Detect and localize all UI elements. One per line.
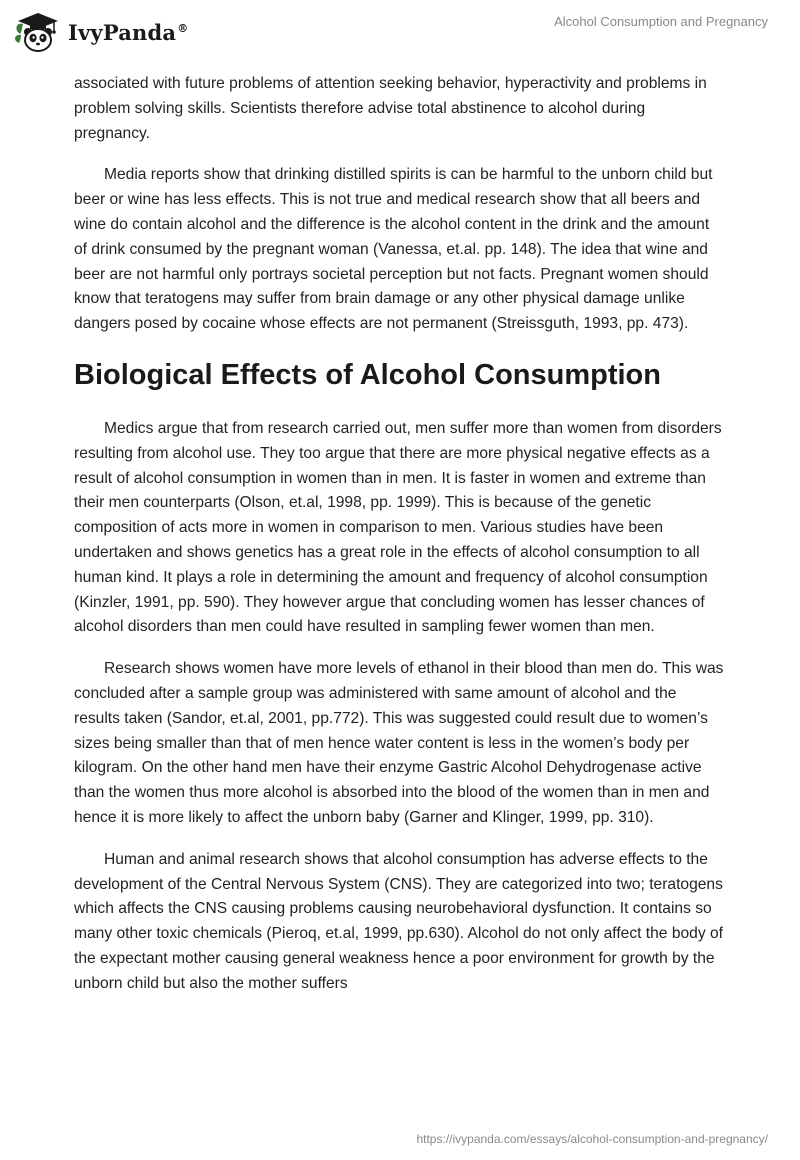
ivypanda-logo[interactable]	[14, 10, 188, 54]
paragraph: Medics argue that from research carried out, men suffer more than women from disorders resulting from alcohol use. They too argue that there are more physical negative effects as a result of alcohol consumption in women than in men. It is faster in women and extreme than their men counterparts (Olson, et.al, 1998, pp. 1999). This is because of the genetic composition of acts more in women in comparison to men. Various studies have been undertaken and shows genetics has a great role in the effects of alcohol consumption to all human kind. It plays a role in determining the amount and frequency of alcohol consumption (Kinzler, 1991, pp. 590). They however argue that concluding women has lesser chances of alcohol disorders than men could have resulted in sampling fewer women than men.	[74, 419, 722, 636]
paragraph: associated with future problems of attention seeking behavior, hyperactivity and problems in problem solving skills. Scientists therefore advise total abstinence to alcohol during pregnancy.	[74, 75, 707, 142]
page-header	[0, 0, 800, 60]
source-url[interactable]: https://ivypanda.com/essays/alcohol-consumption-and-pregnancy/	[416, 1132, 768, 1146]
registered-mark: ®	[177, 21, 189, 35]
document-title: Alcohol Consumption and Pregnancy	[554, 14, 768, 29]
paragraph: Human and animal research shows that alcohol consumption has adverse effects to the development of the Central Nervous System (CNS). They are categorized into two; teratogens which affects the CNS causing problems causing neurobehavioral dysfunction. It contains so many other toxic chemicals (Pieroq, et.al, 1999, pp.630). Alcohol do not only affect the body of the expectant mother causing general weakness hence a poor environment for growth by the unborn child but also the mother suffers	[74, 850, 723, 992]
panda-graduate-icon	[14, 10, 62, 54]
section-heading: Biological Effects of Alcohol Consumption	[74, 358, 661, 391]
brand-name-text: IvyPanda	[68, 19, 177, 45]
paragraph: Research shows women have more levels of ethanol in their blood than men do. This was concluded after a sample group was administered with same amount of alcohol and the results taken (Sandor, et.al, 2001, pp.772). This was suggested could result due to women’s sizes being smaller than that of men hence water content is less in the women’s body per kilogram. On the other hand men have their enzyme Gastric Alcohol Dehydrogenase active than the women thus more alcohol is absorbed into the blood of the women than in men and hence it is more likely to affect the unborn baby (Garner and Klinger, 1999, pp. 310).	[74, 660, 724, 826]
brand-name	[68, 20, 188, 45]
essay-content	[74, 72, 724, 1014]
paragraph: Media reports show that drinking distilled spirits is can be harmful to the unborn child but beer or wine has less effects. This is not true and medical research show that all beers and wine do contain alcohol and the difference is the alcohol content in the drink and the amount of drink consumed by the pregnant woman (Vanessa, et.al. pp. 148). The idea that wine and beer are not harmful only portrays societal perception but not facts. Pregnant women should know that teratogens may suffer from brain damage or any other physical damage unlike dangers posed by cocaine whose effects are not permanent (Streissguth, 1993, pp. 473).	[74, 166, 713, 333]
